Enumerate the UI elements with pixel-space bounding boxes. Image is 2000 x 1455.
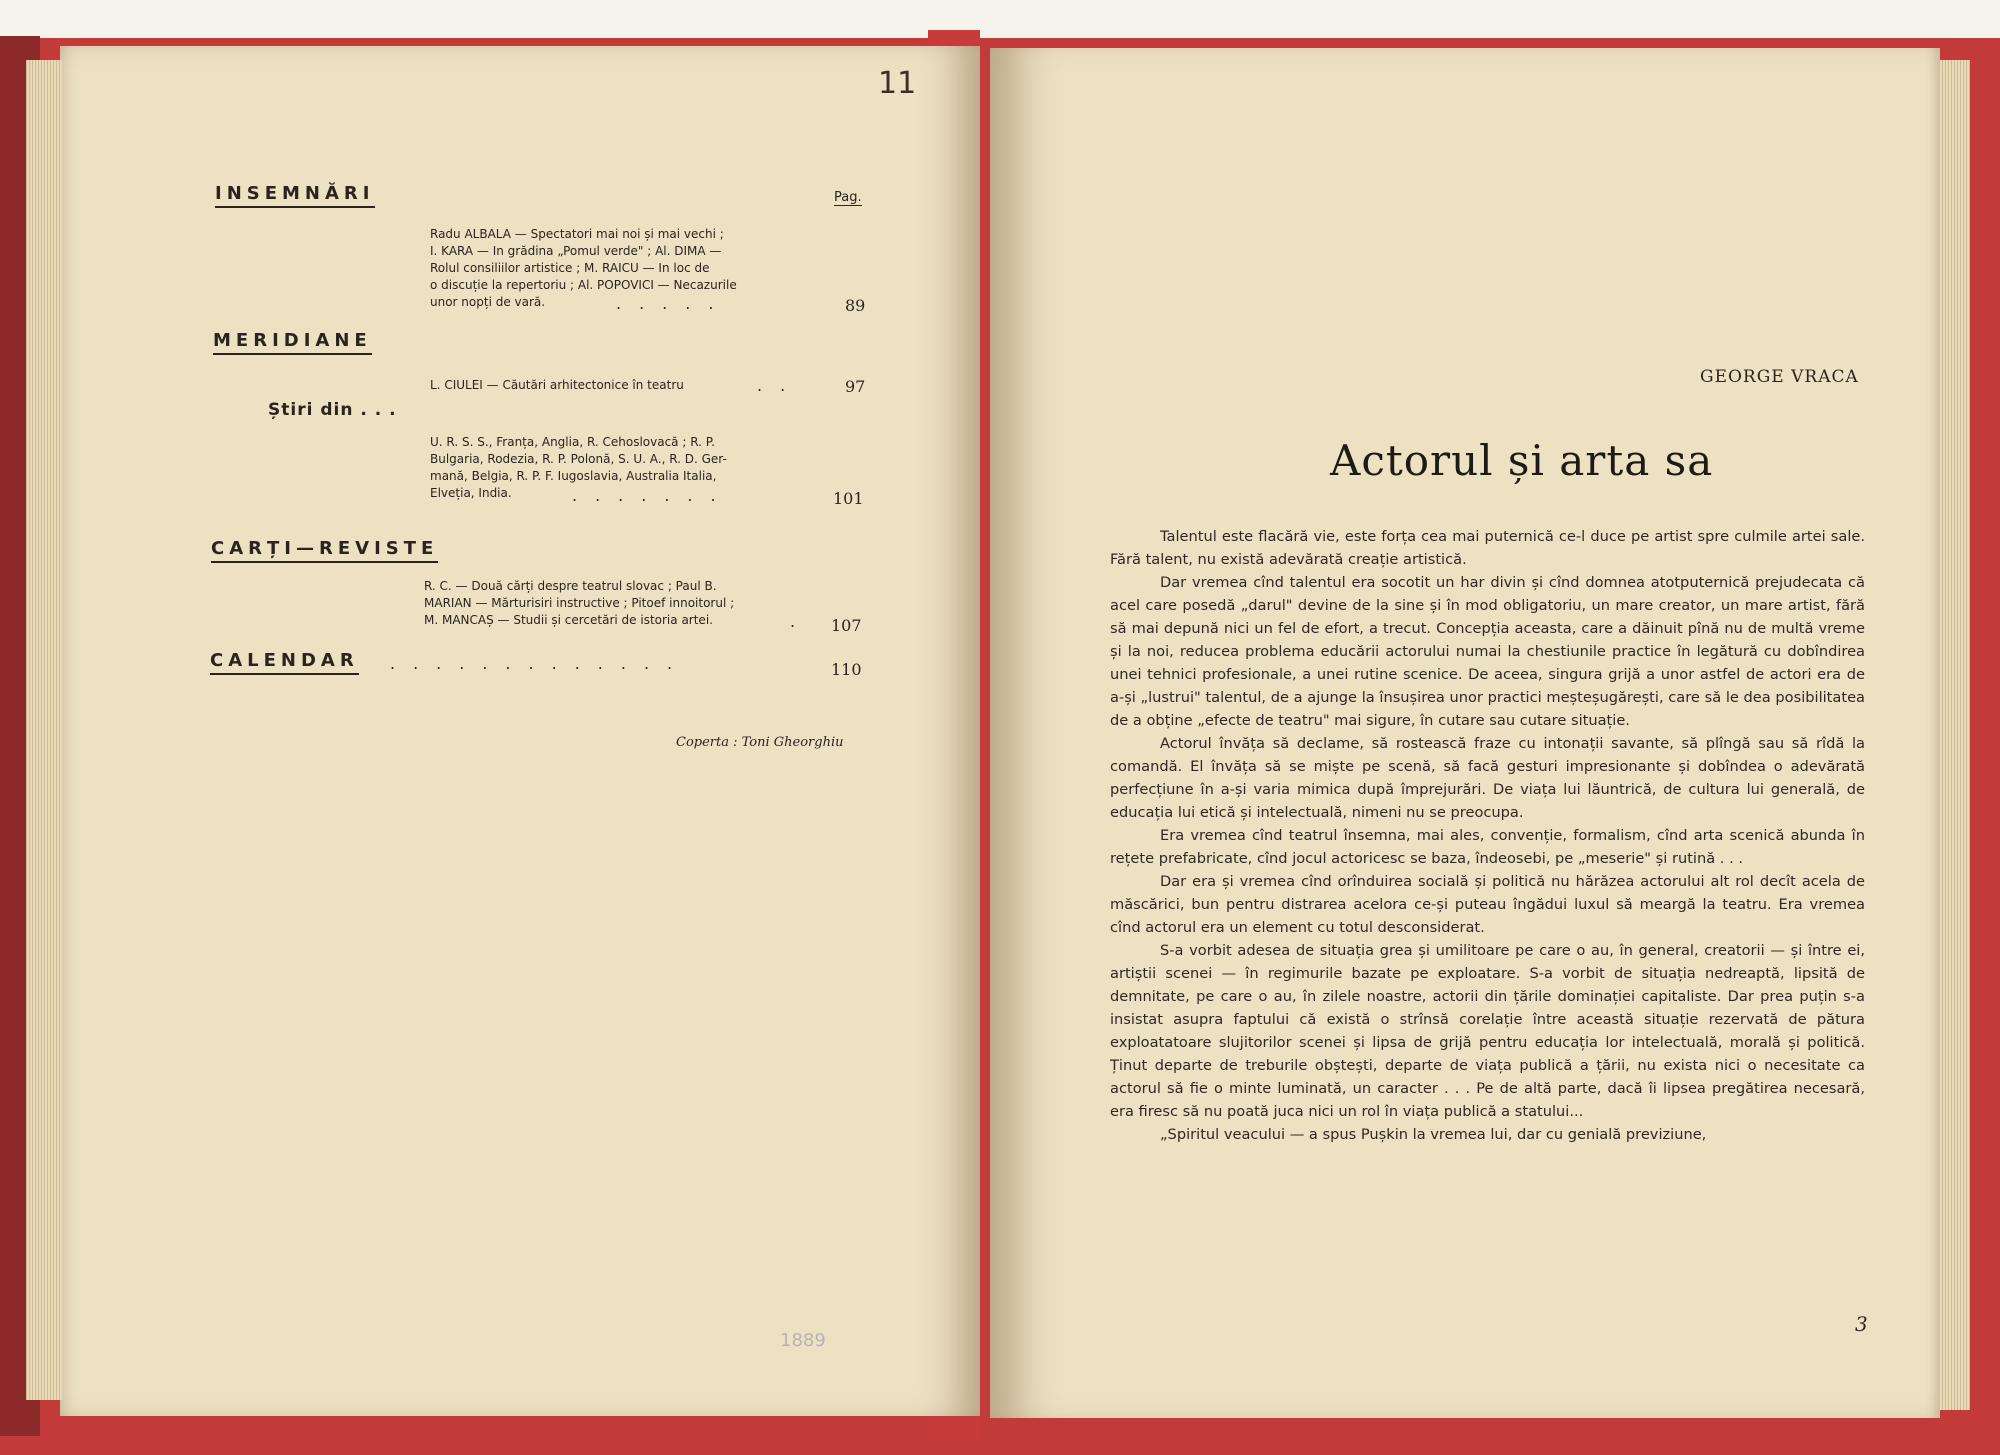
cover-credit: Coperta : Toni Gheorghiu xyxy=(676,735,844,750)
toc-entry-carti xyxy=(424,578,814,629)
toc-entry-line: Elveția, India. xyxy=(430,486,512,500)
toc-entry-line: M. MANCAȘ — Studii și cercetări de istoria artei. xyxy=(424,613,713,627)
toc-page-number: 107 xyxy=(831,616,862,635)
toc-entry-line: unor nopți de vară. xyxy=(430,295,546,309)
leader-dots: ....... xyxy=(572,486,734,505)
article-paragraph: S-a vorbit adesea de situația grea și umilitoare pe care o au, în general, creatorii — și între ei, artiștii scenei — în regimurile bazate pe exploatare. S-a vorbit de situația nedreaptă, lipsită de demnitate, pe care o au, în zilele noastre, actorii din țările dominației capitaliste. Dar prea puțin s-a insistat asupra faptului că există o strînsă corelație între această situație rezervată de pătura exploatatoare slujitorilor scenei și lipsa de grijă pentru educația lor intelectuală, morală și politică. Ținut departe de treburile obștești, departe de viața publică a țării, nu exista nici o necesitate ca actorul să fie o minte luminată, un caracter . . . Pe de altă parte, dacă îi lipsea pregătirea necesară, era firesc să nu poată juca nici un rol în viața publică a statului... xyxy=(1110,942,1865,1120)
article-paragraph: Talentul este flacără vie, este forța cea mai puternică ce-l duce pe artist spre culmile artei sale. Fără talent, nu există adevărată creație artistică. xyxy=(1110,528,1865,568)
article-author: GEORGE VRACA xyxy=(1700,367,1859,387)
pag-label: Pag. xyxy=(834,190,862,205)
page-number: 3 xyxy=(1855,1312,1868,1336)
toc-page-number: 101 xyxy=(833,489,864,508)
article-paragraph: Dar vremea cînd talentul era socotit un har divin și cînd domnea atotputernică prejudecata că acel care posedă „darul" devine de la sine și în mod obligatoriu, un mare creator, un mare artist, fără să mai depună nici un fel de efort, a trecut. Concepția aceasta, care a dăinuit pînă nu de multă vreme și la noi, reducea problema educării actorului numai la chestiunile practice în legătură cu dobîndirea unei tehnici profesionale, a unei rutine scenice. De aceea, singura grijă a unor astfel de actori era de a-și „lustrui" talentul, de a ajunge la însușirea unor practici meșteșugărești, care să le dea posibilitatea de a obține „efecte de teatru" mai sigure, în cutare sau cutare situație. xyxy=(1110,574,1865,729)
article-paragraph: Actorul învăța să declame, să rostească fraze cu intonații savante, să plîngă sau să rîdă la comandă. El învăța să se miște pe scenă, să facă gesturi impresionante și dobîndea o adevărată perfecțiune în a-și varia mimica după împrejurări. De viața lui lăuntrică, de cultura lui generală, de educația lui etică și intelectuală, nimeni nu se preocupa. xyxy=(1110,735,1865,821)
toc-entry-meridiane: L. CIULEI — Căutări arhitectonice în teatru xyxy=(430,378,684,392)
library-stamp: 1889 xyxy=(780,1330,826,1351)
toc-entry-line: Bulgaria, Rodezia, R. P. Polonă, S. U. A., R. D. Ger- xyxy=(430,452,727,466)
article-body xyxy=(1110,525,1865,1146)
toc-entry-line: U. R. S. S., Franța, Anglia, R. Cehoslovacă ; R. P. xyxy=(430,435,715,449)
article-paragraph: Dar era și vremea cînd orînduirea socială și politică nu hărăzea actorului alt rol decît acela de măscărici, bun pentru distrarea acelora ce-și puteau îngădui luxul să meargă la teatru. Era vremea cînd actorul era un element cu totul desconsiderat. xyxy=(1110,873,1865,936)
section-heading-meridiane: MERIDIANE xyxy=(213,330,372,355)
leader-dots: ..... xyxy=(616,294,732,313)
leader-dots: ............. xyxy=(390,654,691,673)
toc-entry-line: I. KARA — In grădina „Pomul verde" ; Al. DIMA — xyxy=(430,244,722,258)
article-paragraph: Era vremea cînd teatrul însemna, mai ales, convenție, formalism, cînd arta scenică abunda în rețete prefabricate, cînd jocul actoricesc se baza, îndeosebi, pe „meserie" și rutină . . . xyxy=(1110,827,1865,867)
toc-entry-line: Radu ALBALA — Spectatori mai noi și mai vechi ; xyxy=(430,227,724,241)
article-title: Actorul și arta sa xyxy=(1330,436,1714,485)
section-heading-carti-reviste: CARȚI—REVISTE xyxy=(211,538,438,563)
section-heading-insemnari: INSEMNĂRI xyxy=(215,183,375,208)
toc-entry-line: mană, Belgia, R. P. F. Iugoslavia, Australia Italia, xyxy=(430,469,717,483)
right-page-edges xyxy=(1940,60,1970,1410)
stiri-din-label: Știri din . . . xyxy=(268,400,397,420)
toc-entry-line: MARIAN — Mărturisiri instructive ; Pitoef innoitorul ; xyxy=(424,596,735,610)
leader-dots: .. xyxy=(757,376,804,395)
toc-page-number: 97 xyxy=(845,377,866,396)
article-paragraph: „Spiritul veacului — a spus Pușkin la vremea lui, dar cu genială previziune, xyxy=(1160,1126,1707,1143)
section-heading-calendar: CALENDAR xyxy=(210,650,359,675)
toc-page-number: 89 xyxy=(845,296,866,315)
handwritten-mark: 11 xyxy=(878,66,917,101)
leader-dots: . xyxy=(790,612,814,631)
left-page-edges xyxy=(26,60,62,1400)
toc-entry-line: R. C. — Două cărți despre teatrul slovac ; Paul B. xyxy=(424,579,717,593)
toc-entry-line: Rolul consiliilor artistice ; M. RAICU — In loc de xyxy=(430,261,710,275)
toc-page-number: 110 xyxy=(831,660,862,679)
toc-entry-line: o discuție la repertoriu ; Al. POPOVICI — Necazurile xyxy=(430,278,737,292)
